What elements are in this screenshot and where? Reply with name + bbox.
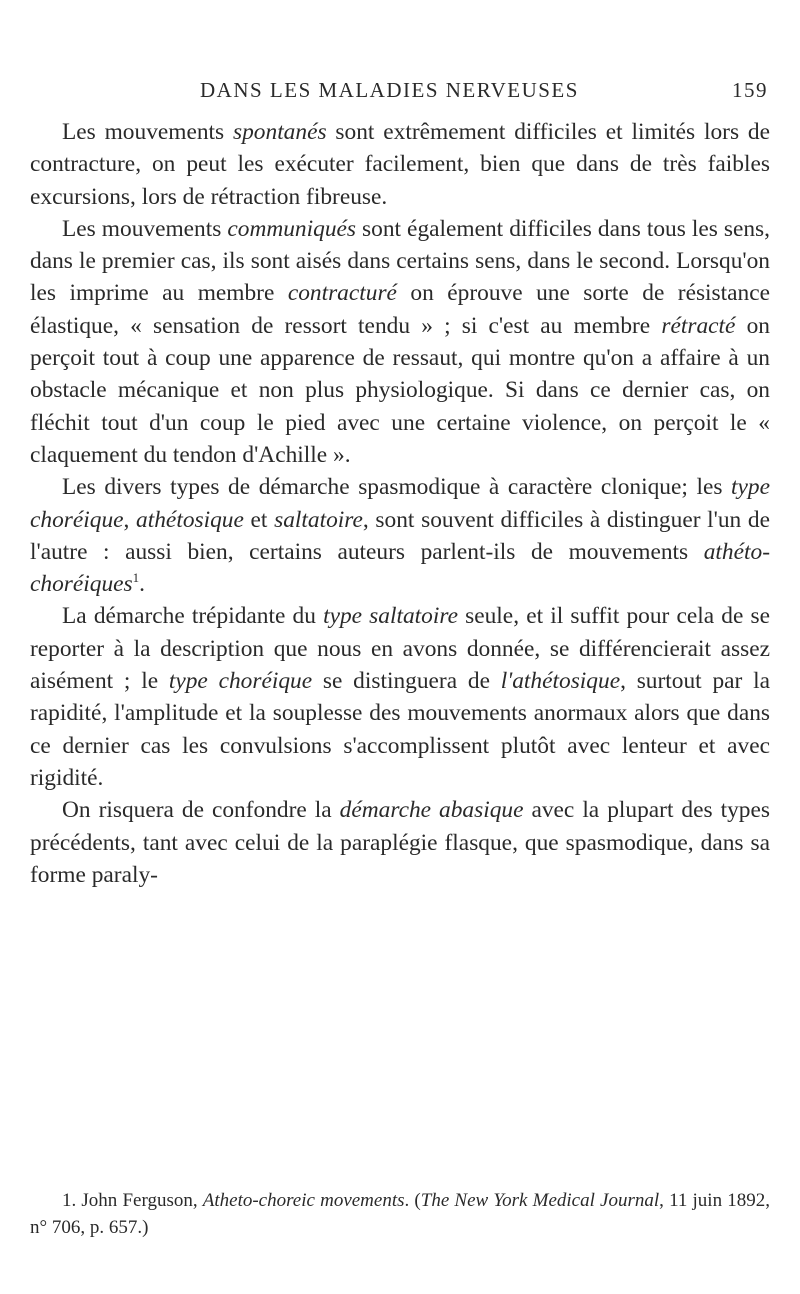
text-run: La démarche trépidante du — [62, 603, 324, 630]
italic-term: l'athétosique — [500, 668, 621, 695]
text-run: . ( — [404, 1190, 421, 1211]
text-run: avec la plupart des types précédents, tant avec celui de la paraplégie flasque, que spasmodique, dans sa forme paraly- — [30, 797, 770, 888]
paragraph — [30, 794, 770, 891]
running-head-title: DANS LES MALADIES NERVEUSES — [200, 78, 579, 102]
footnote — [30, 1187, 770, 1241]
text-run: sont extrêmement difficiles et limités lors de contracture, on peut les exécuter facilement, bien que dans de très faibles excursions, lors de rétraction fibreuse. — [30, 119, 770, 210]
italic-term: athétosique — [136, 506, 244, 533]
text-run: sont également difficiles dans tous les sens, dans le premier cas, ils sont aisés dans certains sens, dans le second. Lorsqu'on les imprime au membre — [30, 215, 770, 307]
text-run: , 11 juin 1892, n° 706, p. 657.) — [30, 1190, 770, 1238]
italic-term: spontanés — [233, 119, 327, 145]
italic-term: communiqués — [227, 215, 357, 242]
text-run: , — [123, 506, 137, 533]
text-run: 1. John Ferguson, — [62, 1190, 203, 1211]
text-run: seule, et il suffit pour cela de se reporter à la description que nous en avons donnée, se différencierait assez aisément ; le — [30, 603, 770, 695]
text-run: On risquera de confondre la — [62, 797, 340, 824]
paragraph — [30, 213, 770, 471]
italic-term: athéto-choréiques — [30, 538, 770, 598]
paragraph — [30, 471, 770, 600]
text-run: Les divers types de démarche spasmodique à caractère clonique; les — [62, 474, 732, 501]
italic-term: Atheto-choreic movements — [202, 1190, 405, 1211]
text-run: Les mouvements — [62, 119, 233, 145]
paragraph — [30, 116, 770, 213]
text-run: et — [243, 506, 275, 533]
italic-term: saltatoire — [274, 506, 363, 533]
italic-term: The New York Medical Journal — [420, 1190, 660, 1211]
italic-term: type choréique — [30, 474, 770, 533]
text-run: on éprouve une sorte de résistance élastique, « sensation de ressort tendu » ; si c'est au membre — [30, 280, 770, 339]
body-text — [30, 116, 770, 891]
italic-term: rétracté — [661, 312, 736, 339]
text-run: Les mouvements — [62, 215, 228, 242]
italic-term: type saltatoire — [323, 603, 458, 630]
book-page — [30, 0, 770, 1294]
text-run: se distinguera de — [312, 668, 501, 695]
italic-term: type choréique — [168, 668, 313, 695]
italic-term: contracturé — [287, 280, 397, 307]
italic-term: démarche abasique — [339, 797, 524, 824]
text-run: , sont souvent difficiles à distinguer l'un de l'autre : aussi bien, certains auteurs parlent-ils de mouvements — [30, 506, 770, 565]
paragraph — [30, 600, 770, 794]
text-run: . — [139, 571, 145, 598]
text-run: , surtout par la rapidité, l'amplitude et la souplesse des mouvements anormaux alors que dans ce dernier cas les convulsions s'accomplissent plutôt avec lenteur et avec rigidité. — [30, 668, 770, 791]
page-number: 159 — [732, 78, 768, 102]
text-run: on perçoit tout à coup une apparence de ressaut, qui montre qu'on a affaire à un obstacle mécanique et non plus physiologique. Si dans ce dernier cas, on fléchit tout d'un coup le pied avec une certaine violence, on perçoit le « claquement du tendon d'Achille ». — [30, 312, 770, 468]
footnote-reference: 1 — [132, 570, 140, 586]
